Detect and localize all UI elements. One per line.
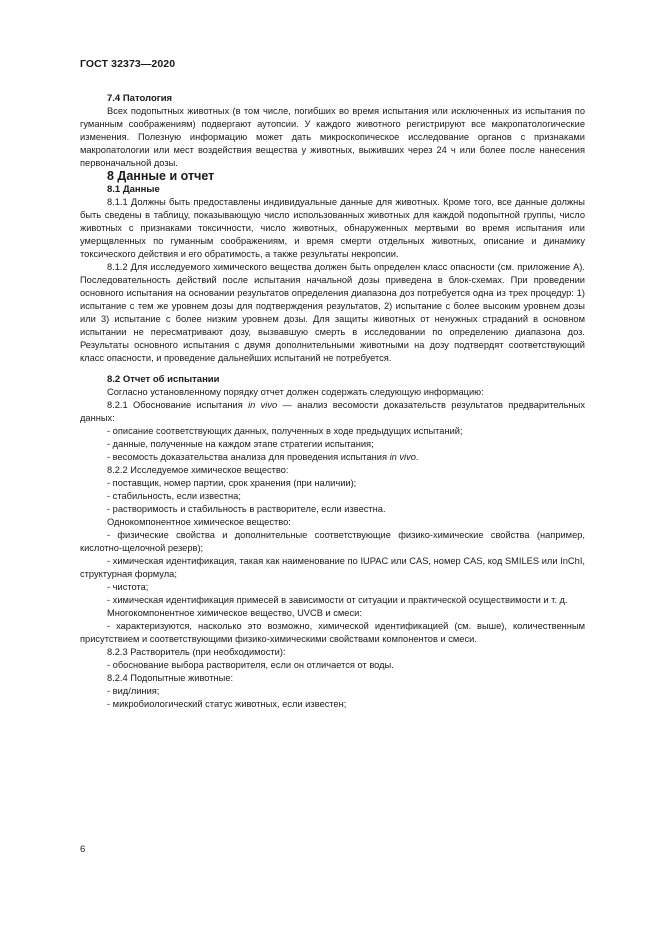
list-item: - стабильность, если известна;	[107, 491, 241, 501]
list-item: - описание соответствующих данных, полученных в ходе предыдущих испытаний;	[107, 426, 463, 436]
list-item: - химическая идентификация примесей в зависимости от ситуации и практической осуществимости и т. д.	[107, 595, 568, 605]
paragraph-8-2-2: 8.2.2 Исследуемое химическое вещество:	[107, 465, 289, 475]
paragraph-8-2-4: 8.2.4 Подопытные животные:	[107, 673, 234, 683]
text-italic: in vivo	[389, 452, 416, 462]
paragraph-8-1-2: 8.1.2 Для исследуемого химического вещества должен быть определен класс опасности (см. приложение А). Последовательность действий после испытания начальной дозы приведена в блок-схемах. При проведении основного испытания на основании результатов определения диапазона доз потребуется одна из трех процедур: 1) испытание с тем же уровнем дозы для подтверждения результатов, 2) испытание с более высоким уровнем дозы или 3) испытание с более низким уровнем дозы. Для защиты животных от ненужных страданий в основном испытании не пересматривают дозу, вызвавшую смерть в исследовании по определению диапазона доз. Результаты основного испытания с двумя дополнительными животными на дозу подтвердят соответствующий класс опасности, и проведение дальнейших испытаний не потребуется.	[80, 262, 585, 363]
list-item: - вид/линия;	[107, 686, 160, 696]
paragraph-7-4: Всех подопытных животных (в том числе, погибших во время испытания или исключенных из испытания по гуманным соображениям) подвергают аутопсии. У каждого животного регистрируют все макропатологические изменения. Полезную информацию может дать микроскопическое исследование органов с признаками макропатологии или мест воздействия вещества у животных, выживших через 24 ч или более после нанесения первоначальной дозы.	[80, 106, 585, 168]
paragraph-multi-component: Многокомпонентное химическое вещество, UVCB и смеси:	[107, 608, 362, 618]
list-item	[80, 451, 585, 464]
document-header: ГОСТ 32373—2020	[80, 58, 176, 70]
list-item: - растворимость и стабильность в растворителе, если известна.	[107, 504, 386, 514]
list-item: - микробиологический статус животных, если известен;	[107, 699, 347, 709]
paragraph-8-2-intro: Согласно установленному порядку отчет должен содержать следующую информацию:	[107, 387, 484, 397]
paragraph-8-2-3: 8.2.3 Растворитель (при необходимости):	[107, 647, 286, 657]
text-italic: in vivo	[248, 400, 278, 410]
list-item: - характеризуются, насколько это возможно, химической идентификацией (см. выше), количественным присутствием и соответствующими физико-химическими свойствами компонентов и смеси.	[80, 621, 585, 644]
paragraph-mono-component: Однокомпонентное химическое вещество:	[107, 517, 291, 527]
paragraph-8-2-1	[80, 399, 585, 425]
section-heading-8-2: 8.2 Отчет об испытании	[107, 374, 220, 385]
page-number: 6	[80, 844, 86, 855]
text: - весомость доказательства анализа для проведения испытания	[107, 452, 390, 462]
text: 8.2.1 Обоснование испытания	[107, 400, 249, 410]
text: — анализ весомости доказательств результатов предварительных данных:	[80, 400, 585, 423]
list-item: - данные, полученные на каждом этапе стратегии испытания;	[107, 439, 374, 449]
section-heading-8-1: 8.1 Данные	[107, 184, 160, 195]
list-item: - физические свойства и дополнительные соответствующие физико-химические свойства (например, кислотно-щелочной резерв);	[80, 530, 585, 553]
list-item: - химическая идентификация, такая как наименование по IUPAC или CAS, номер CAS, код SMILES или InChI, структурная формула;	[80, 556, 585, 579]
list-item: - обоснование выбора растворителя, если он отличается от воды.	[107, 660, 394, 670]
list-item: - поставщик, номер партии, срок хранения (при наличии);	[107, 478, 357, 488]
section-heading-8: 8 Данные и отчет	[107, 169, 215, 183]
page-content	[80, 92, 585, 711]
section-heading-7-4: 7.4 Патология	[107, 93, 173, 104]
paragraph-8-1-1: 8.1.1 Должны быть предоставлены индивидуальные данные для животных. Кроме того, все данные должны быть сведены в таблицу, показывающую число использованных животных для каждой подопытной группы, число животных с признаками токсичности, число животных, обнаруженных мертвыми во время испытания или умерщвленных по гуманным соображениям, и время смерти отдельных животных, описание и динамику токсического действия и его обратимость, а также результаты некропсии.	[80, 197, 585, 259]
text: .	[415, 452, 419, 462]
list-item: - чистота;	[107, 582, 149, 592]
